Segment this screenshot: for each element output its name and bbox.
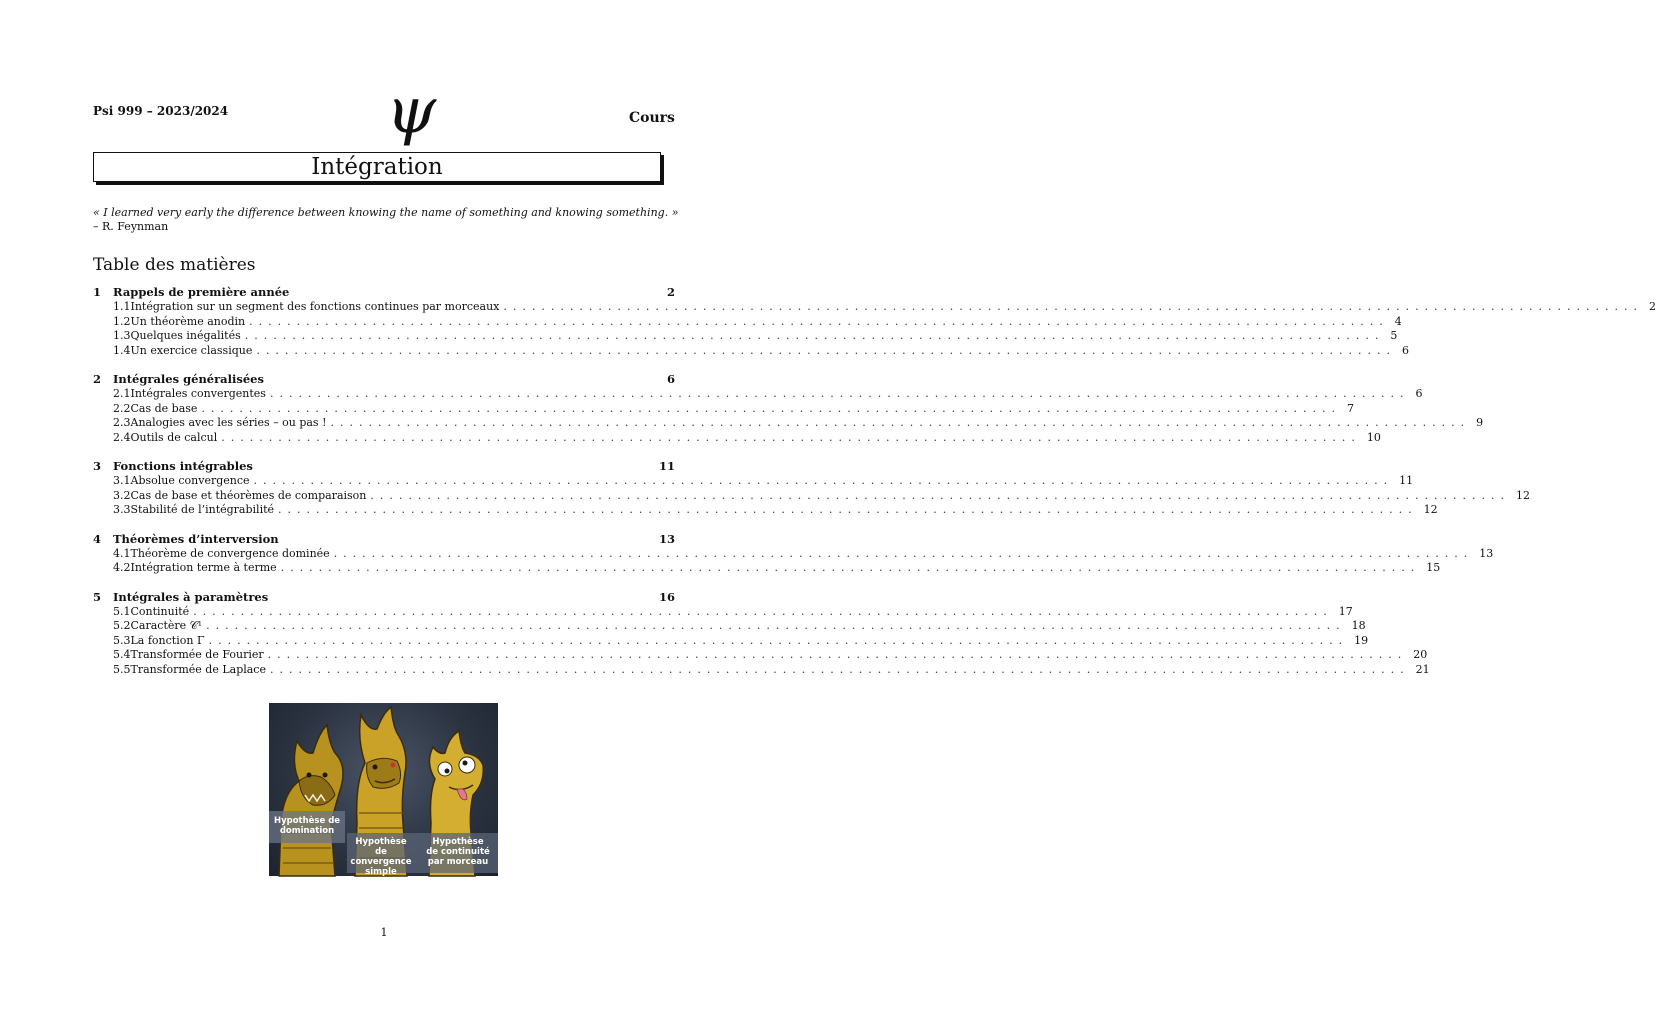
toc-subsection-number: 3.3 xyxy=(113,503,131,516)
toc-subsection-title: Caractère 𝒞¹ xyxy=(130,619,203,632)
toc-subsection-page: 6 xyxy=(1415,387,1423,400)
toc-subsection-number: 1.1 xyxy=(113,300,131,313)
toc-subsection-number: 3.1 xyxy=(113,474,131,487)
toc-subsection-title: Outils de calcul xyxy=(130,430,218,444)
toc-section-page: 11 xyxy=(658,459,675,473)
toc-section-entry[interactable] xyxy=(93,532,675,547)
toc-section xyxy=(93,372,1484,445)
toc-subsection-title: Stabilité de l’intégrabilité xyxy=(130,503,275,516)
toc-section-entry[interactable] xyxy=(93,372,675,387)
toc-subsection-title: Un théorème anodin xyxy=(130,314,246,328)
caption-simple-convergence: Hypothèse de convergence simple xyxy=(350,837,412,877)
toc-subsection-page: 4 xyxy=(1394,314,1402,328)
dragon-left xyxy=(279,725,343,876)
toc-subsection-title: Intégration terme à terme xyxy=(130,561,277,574)
toc-subsection-title: Absolue convergence xyxy=(130,474,250,487)
toc-subsection-title: La fonction Γ xyxy=(130,633,205,647)
toc-subsection-number: 5.2 xyxy=(113,619,131,632)
toc-subsection-entry[interactable] xyxy=(93,343,1409,359)
toc-section-title: Fonctions intégrables xyxy=(113,459,253,473)
toc-subsection-title: Intégrales convergentes xyxy=(130,387,266,400)
toc-section-title: Intégrales généralisées xyxy=(113,372,264,386)
toc-section-number: 4 xyxy=(93,531,102,546)
psi-logo: ψ xyxy=(386,74,437,148)
toc-section-page: 13 xyxy=(658,531,675,546)
toc-section-page: 6 xyxy=(666,372,675,386)
toc-section-entry[interactable] xyxy=(93,590,675,605)
toc-section-number: 1 xyxy=(93,285,102,299)
toc-subsection-title: Analogies avec les séries – ou pas ! xyxy=(130,416,327,429)
toc-subsection-entry[interactable] xyxy=(93,329,1398,344)
toc-subsection-number: 5.4 xyxy=(113,648,131,661)
toc-subsection-entry[interactable] xyxy=(93,488,1530,504)
toc-subsection-entry[interactable] xyxy=(93,300,1656,315)
toc-subsection-title: Un exercice classique xyxy=(130,343,253,357)
toc-leader-dots: ........................................................................................................................ xyxy=(278,503,1418,516)
toc-subsection-entry[interactable] xyxy=(93,314,1402,330)
toc-subsection-entry[interactable] xyxy=(93,619,1366,634)
epigraph-quote: « I learned very early the difference between knowing the name of something and knowing something. » xyxy=(93,206,679,219)
toc-subsection-entry[interactable] xyxy=(93,387,1423,402)
toc-subsection-number: 1.4 xyxy=(113,343,131,357)
toc-subsection-page: 15 xyxy=(1426,561,1441,574)
toc-section-title: Théorèmes d’interversion xyxy=(113,531,279,546)
toc-subsection-entry[interactable] xyxy=(93,604,1353,620)
toc-section-page: 16 xyxy=(658,589,675,604)
toc-subsection-page: 2 xyxy=(1648,300,1656,313)
toc-subsection-entry[interactable] xyxy=(93,633,1369,649)
toc-subsection-title: Transformée de Laplace xyxy=(130,662,266,676)
toc-subsection-number: 1.2 xyxy=(113,314,131,328)
toc-leader-dots: ........................................................................................................................ xyxy=(503,300,1643,313)
dragon-meme-image xyxy=(269,703,498,876)
toc-subsection-number: 2.3 xyxy=(113,416,131,429)
toc-subsection-number: 1.3 xyxy=(113,329,131,342)
toc-leader-dots: ........................................................................................................................ xyxy=(280,561,1421,574)
toc-section-title: Rappels de première année xyxy=(113,285,290,299)
toc-subsection-entry[interactable] xyxy=(93,503,1438,518)
toc-subsection-number: 2.4 xyxy=(113,430,131,444)
toc-section-page: 2 xyxy=(666,285,675,299)
toc-leader-dots: ........................................................................................................................ xyxy=(206,619,1346,632)
toc-section-number: 2 xyxy=(93,372,102,386)
toc-subsection-entry[interactable] xyxy=(93,401,1355,417)
document-type: Cours xyxy=(629,110,675,126)
toc-section-entry[interactable] xyxy=(93,285,675,300)
toc-subsection-page: 7 xyxy=(1347,401,1355,415)
toc-subsection-page: 9 xyxy=(1476,416,1484,429)
table-of-contents xyxy=(93,285,1656,691)
title-frame xyxy=(93,152,661,182)
toc-subsection-title: Intégration sur un segment des fonctions continues par morceaux xyxy=(130,300,500,313)
toc-subsection-number: 2.1 xyxy=(113,387,131,400)
toc-section-title: Intégrales à paramètres xyxy=(113,589,269,604)
toc-subsection-page: 19 xyxy=(1354,633,1369,647)
toc-section-entry[interactable] xyxy=(93,459,675,474)
toc-subsection-number: 5.3 xyxy=(113,633,131,647)
toc-section xyxy=(93,589,1430,678)
toc-subsection-page: 18 xyxy=(1351,619,1366,632)
toc-subsection-entry[interactable] xyxy=(93,430,1381,446)
toc-subsection-page: 6 xyxy=(1401,343,1409,357)
toc-subsection-number: 4.2 xyxy=(113,561,131,574)
toc-section xyxy=(93,531,1494,576)
toc-subsection-page: 12 xyxy=(1423,503,1438,516)
toc-subsection-entry[interactable] xyxy=(93,662,1430,678)
toc-leader-dots: ........................................................................................................................ xyxy=(253,474,1394,487)
toc-subsection-title: Quelques inégalités xyxy=(130,329,241,342)
toc-leader-dots: ........................................................................................................................ xyxy=(269,662,1410,676)
toc-section-number: 5 xyxy=(93,589,102,604)
toc-leader-dots: ........................................................................................................................ xyxy=(267,648,1408,661)
toc-leader-dots: ........................................................................................................................ xyxy=(201,401,1342,415)
toc-leader-dots: ........................................................................................................................ xyxy=(249,314,1389,328)
toc-subsection-entry[interactable] xyxy=(93,474,1414,489)
toc-heading: Table des matières xyxy=(93,255,256,275)
toc-subsection-title: Cas de base et théorèmes de comparaison xyxy=(130,488,367,502)
toc-subsection-page: 5 xyxy=(1390,329,1398,342)
toc-subsection-page: 10 xyxy=(1366,430,1381,444)
toc-leader-dots: ........................................................................................................................ xyxy=(221,430,1361,444)
page-number: 1 xyxy=(380,926,388,939)
toc-section-number: 3 xyxy=(93,459,102,473)
toc-subsection-page: 11 xyxy=(1399,474,1414,487)
toc-subsection-page: 12 xyxy=(1515,488,1530,502)
toc-subsection-title: Théorème de convergence dominée xyxy=(130,546,330,560)
caption-domination: Hypothèse de domination xyxy=(273,816,341,836)
toc-leader-dots: ........................................................................................................................ xyxy=(208,633,1349,647)
toc-leader-dots: ........................................................................................................................ xyxy=(333,546,1474,560)
toc-leader-dots: ........................................................................................................................ xyxy=(330,416,1471,429)
toc-subsection-number: 2.2 xyxy=(113,401,131,415)
toc-section xyxy=(93,285,1656,358)
toc-leader-dots: ........................................................................................................................ xyxy=(370,488,1510,502)
toc-subsection-title: Continuité xyxy=(130,604,190,618)
toc-subsection-title: Transformée de Fourier xyxy=(130,648,264,661)
epigraph-author: – R. Feynman xyxy=(93,220,169,233)
toc-subsection-entry[interactable] xyxy=(93,416,1484,431)
toc-subsection-title: Cas de base xyxy=(130,401,198,415)
course-label: Psi 999 – 2023/2024 xyxy=(93,104,229,118)
toc-subsection-entry[interactable] xyxy=(93,648,1428,663)
toc-subsection-number: 5.5 xyxy=(113,662,131,676)
toc-subsection-entry[interactable] xyxy=(93,546,1494,562)
toc-subsection-page: 13 xyxy=(1479,546,1494,560)
toc-subsection-entry[interactable] xyxy=(93,561,1441,576)
toc-subsection-page: 21 xyxy=(1415,662,1430,676)
toc-subsection-page: 17 xyxy=(1338,604,1353,618)
toc-subsection-page: 20 xyxy=(1413,648,1428,661)
caption-piecewise-continuity: Hypothèse de continuité par morceau xyxy=(426,837,490,867)
toc-leader-dots: ........................................................................................................................ xyxy=(256,343,1396,357)
toc-subsection-number: 4.1 xyxy=(113,546,131,560)
document-title: Intégration xyxy=(311,154,443,180)
toc-section xyxy=(93,459,1530,518)
toc-leader-dots: ........................................................................................................................ xyxy=(244,329,1385,342)
toc-leader-dots: ........................................................................................................................ xyxy=(269,387,1410,400)
toc-leader-dots: ........................................................................................................................ xyxy=(193,604,1333,618)
toc-subsection-number: 5.1 xyxy=(113,604,131,618)
toc-subsection-number: 3.2 xyxy=(113,488,131,502)
